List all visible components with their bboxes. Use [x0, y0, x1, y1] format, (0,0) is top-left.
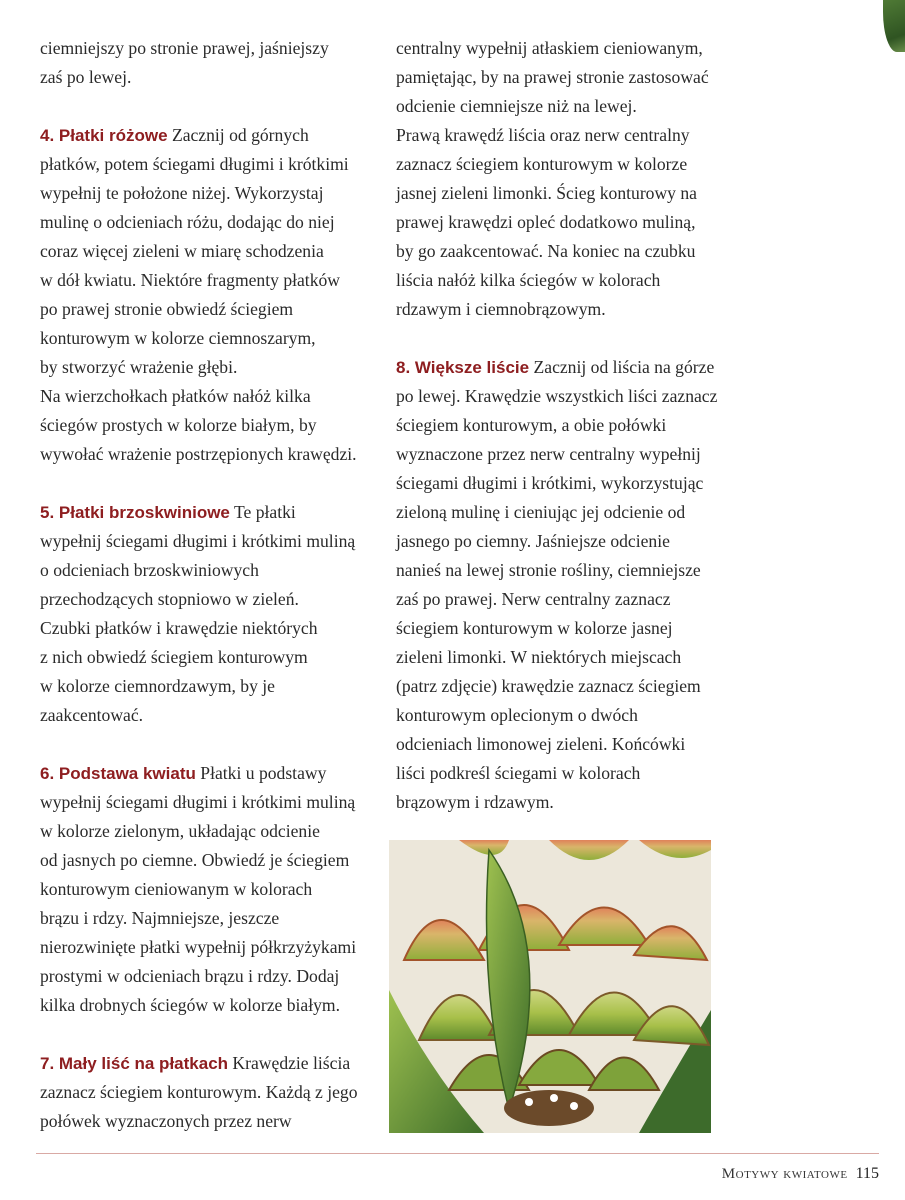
- text-line: połówek wyznaczonych przez nerw: [40, 1111, 292, 1131]
- text-line: ściegiem konturowym, a obie połówki: [396, 415, 667, 435]
- section-4: [40, 121, 375, 469]
- intro-text: [40, 34, 375, 92]
- text-line: prostymi w odcieniach brązu i rdzy. Dodaj: [40, 966, 340, 986]
- text-line: od jasnych po ciemne. Obwiedź je ściegiem: [40, 850, 350, 870]
- text-line: płatków, potem ściegami długimi i krótkimi: [40, 154, 349, 174]
- text-line: centralny wypełnij atłaskiem cieniowanym,: [396, 38, 703, 58]
- section-heading: 8. Większe liście: [396, 358, 530, 377]
- section-7: [40, 1049, 375, 1136]
- text-line: po lewej. Krawędzie wszystkich liści zaznacz: [396, 386, 718, 406]
- section-6: [40, 759, 375, 1020]
- text-line: Czubki płatków i krawędzie niektórych: [40, 618, 318, 638]
- text-line: Na wierzchołkach płatków nałóż kilka: [40, 386, 311, 406]
- text-line: w dół kwiatu. Niektóre fragmenty płatków: [40, 270, 340, 290]
- text-line: jasnej zieleni limonki. Ścieg konturowy na: [396, 183, 697, 203]
- text-line: konturowym w kolorze ciemnoszarym,: [40, 328, 316, 348]
- text-line: ciemniejszy po stronie prawej, jaśniejszy: [40, 38, 329, 58]
- text-line: zieloną mulinę i cieniując jej odcienie od: [396, 502, 686, 522]
- text-line: brązowym i rdzawym.: [396, 792, 554, 812]
- right-column: [396, 34, 731, 817]
- text-line: wyznaczone przez nerw centralny wypełnij: [396, 444, 701, 464]
- text-line: Te płatki: [229, 502, 296, 522]
- section-heading: 6. Podstawa kwiatu: [40, 764, 196, 783]
- text-line: liści podkreśl ściegami w kolorach: [396, 763, 641, 783]
- text-line: z nich obwiedź ściegiem konturowym: [40, 647, 308, 667]
- text-line: w kolorze zielonym, układając odcienie: [40, 821, 320, 841]
- page-number: 115: [855, 1165, 879, 1182]
- text-line: zieleni limonki. W niektórych miejscach: [396, 647, 682, 667]
- text-line: wypełnij ściegami długimi i krótkimi muliną: [40, 792, 356, 812]
- section-heading: 7. Mały liść na płatkach: [40, 1054, 229, 1073]
- left-column: [40, 34, 375, 1136]
- footer: [722, 1165, 879, 1183]
- text-line: Zacznij od liścia na górze: [529, 357, 715, 377]
- embroidery-photo: [389, 840, 711, 1133]
- text-line: pamiętając, by na prawej stronie zastosować: [396, 67, 709, 87]
- text-line: Zacznij od górnych: [167, 125, 309, 145]
- text-line: ściegów prostych w kolorze białym, by: [40, 415, 317, 435]
- text-line: odcienie ciemniejsze niż na lewej.: [396, 96, 637, 116]
- text-line: ściegiem konturowym w kolorze jasnej: [396, 618, 673, 638]
- text-line: w kolorze ciemnordzawym, by je: [40, 676, 275, 696]
- text-line: odcieniach limonowej zieleni. Końcówki: [396, 734, 686, 754]
- text-line: Płatki u podstawy: [195, 763, 327, 783]
- text-line: zaakcentować.: [40, 705, 144, 725]
- text-line: jasnego po ciemny. Jaśniejsze odcienie: [396, 531, 670, 551]
- text-line: prawej krawędzi opleć dodatkowo muliną,: [396, 212, 696, 232]
- section-heading: 4. Płatki różowe: [40, 126, 168, 145]
- footer-title: Motywy kwiatowe: [721, 1166, 848, 1182]
- text-line: konturowym cieniowanym w kolorach: [40, 879, 313, 899]
- text-line: (patrz zdjęcie) krawędzie zaznacz ściegiem: [396, 676, 701, 696]
- corner-leaf-decoration: [883, 0, 905, 52]
- section-7-continuation: [396, 34, 731, 324]
- section-8: [396, 353, 731, 817]
- text-line: po prawej stronie obwiedź ściegiem: [40, 299, 294, 319]
- text-line: kilka drobnych ściegów w kolorze białym.: [40, 995, 340, 1015]
- text-line: rdzawym i ciemnobrązowym.: [396, 299, 606, 319]
- text-line: ściegami długimi i krótkimi, wykorzystując: [396, 473, 704, 493]
- text-line: brązu i rdzy. Najmniejsze, jeszcze: [40, 908, 280, 928]
- text-line: wypełnij ściegami długimi i krótkimi muliną: [40, 531, 356, 551]
- text-line: liścia nałóż kilka ściegów w kolorach: [396, 270, 661, 290]
- text-line: konturowym oplecionym o dwóch: [396, 705, 638, 725]
- text-line: Prawą krawędź liścia oraz nerw centralny: [396, 125, 690, 145]
- text-line: wywołać wrażenie postrzępionych krawędzi.: [40, 444, 357, 464]
- text-line: coraz więcej zieleni w miarę schodzenia: [40, 241, 324, 261]
- section-5: [40, 498, 375, 730]
- text-line: zaznacz ściegiem konturowym w kolorze: [396, 154, 688, 174]
- section-heading: 5. Płatki brzoskwiniowe: [40, 503, 230, 522]
- text-line: nanieś na lewej stronie rośliny, ciemniejsze: [396, 560, 701, 580]
- embroidery-illustration: [389, 840, 711, 1133]
- text-line: wypełnij te położone niżej. Wykorzystaj: [40, 183, 324, 203]
- text-line: nierozwinięte płatki wypełnij półkrzyżykami: [40, 937, 357, 957]
- footer-rule: [36, 1153, 879, 1154]
- text-line: zaś po prawej. Nerw centralny zaznacz: [396, 589, 671, 609]
- text-line: o odcieniach brzoskwiniowych: [40, 560, 259, 580]
- text-line: by stworzyć wrażenie głębi.: [40, 357, 238, 377]
- text-line: przechodzących stopniowo w zieleń.: [40, 589, 299, 609]
- text-line: zaznacz ściegiem konturowym. Każdą z jego: [40, 1082, 358, 1102]
- text-line: mulinę o odcieniach różu, dodając do niej: [40, 212, 335, 232]
- text-line: Krawędzie liścia: [228, 1053, 351, 1073]
- text-line: zaś po lewej.: [40, 67, 132, 87]
- text-line: by go zaakcentować. Na koniec na czubku: [396, 241, 696, 261]
